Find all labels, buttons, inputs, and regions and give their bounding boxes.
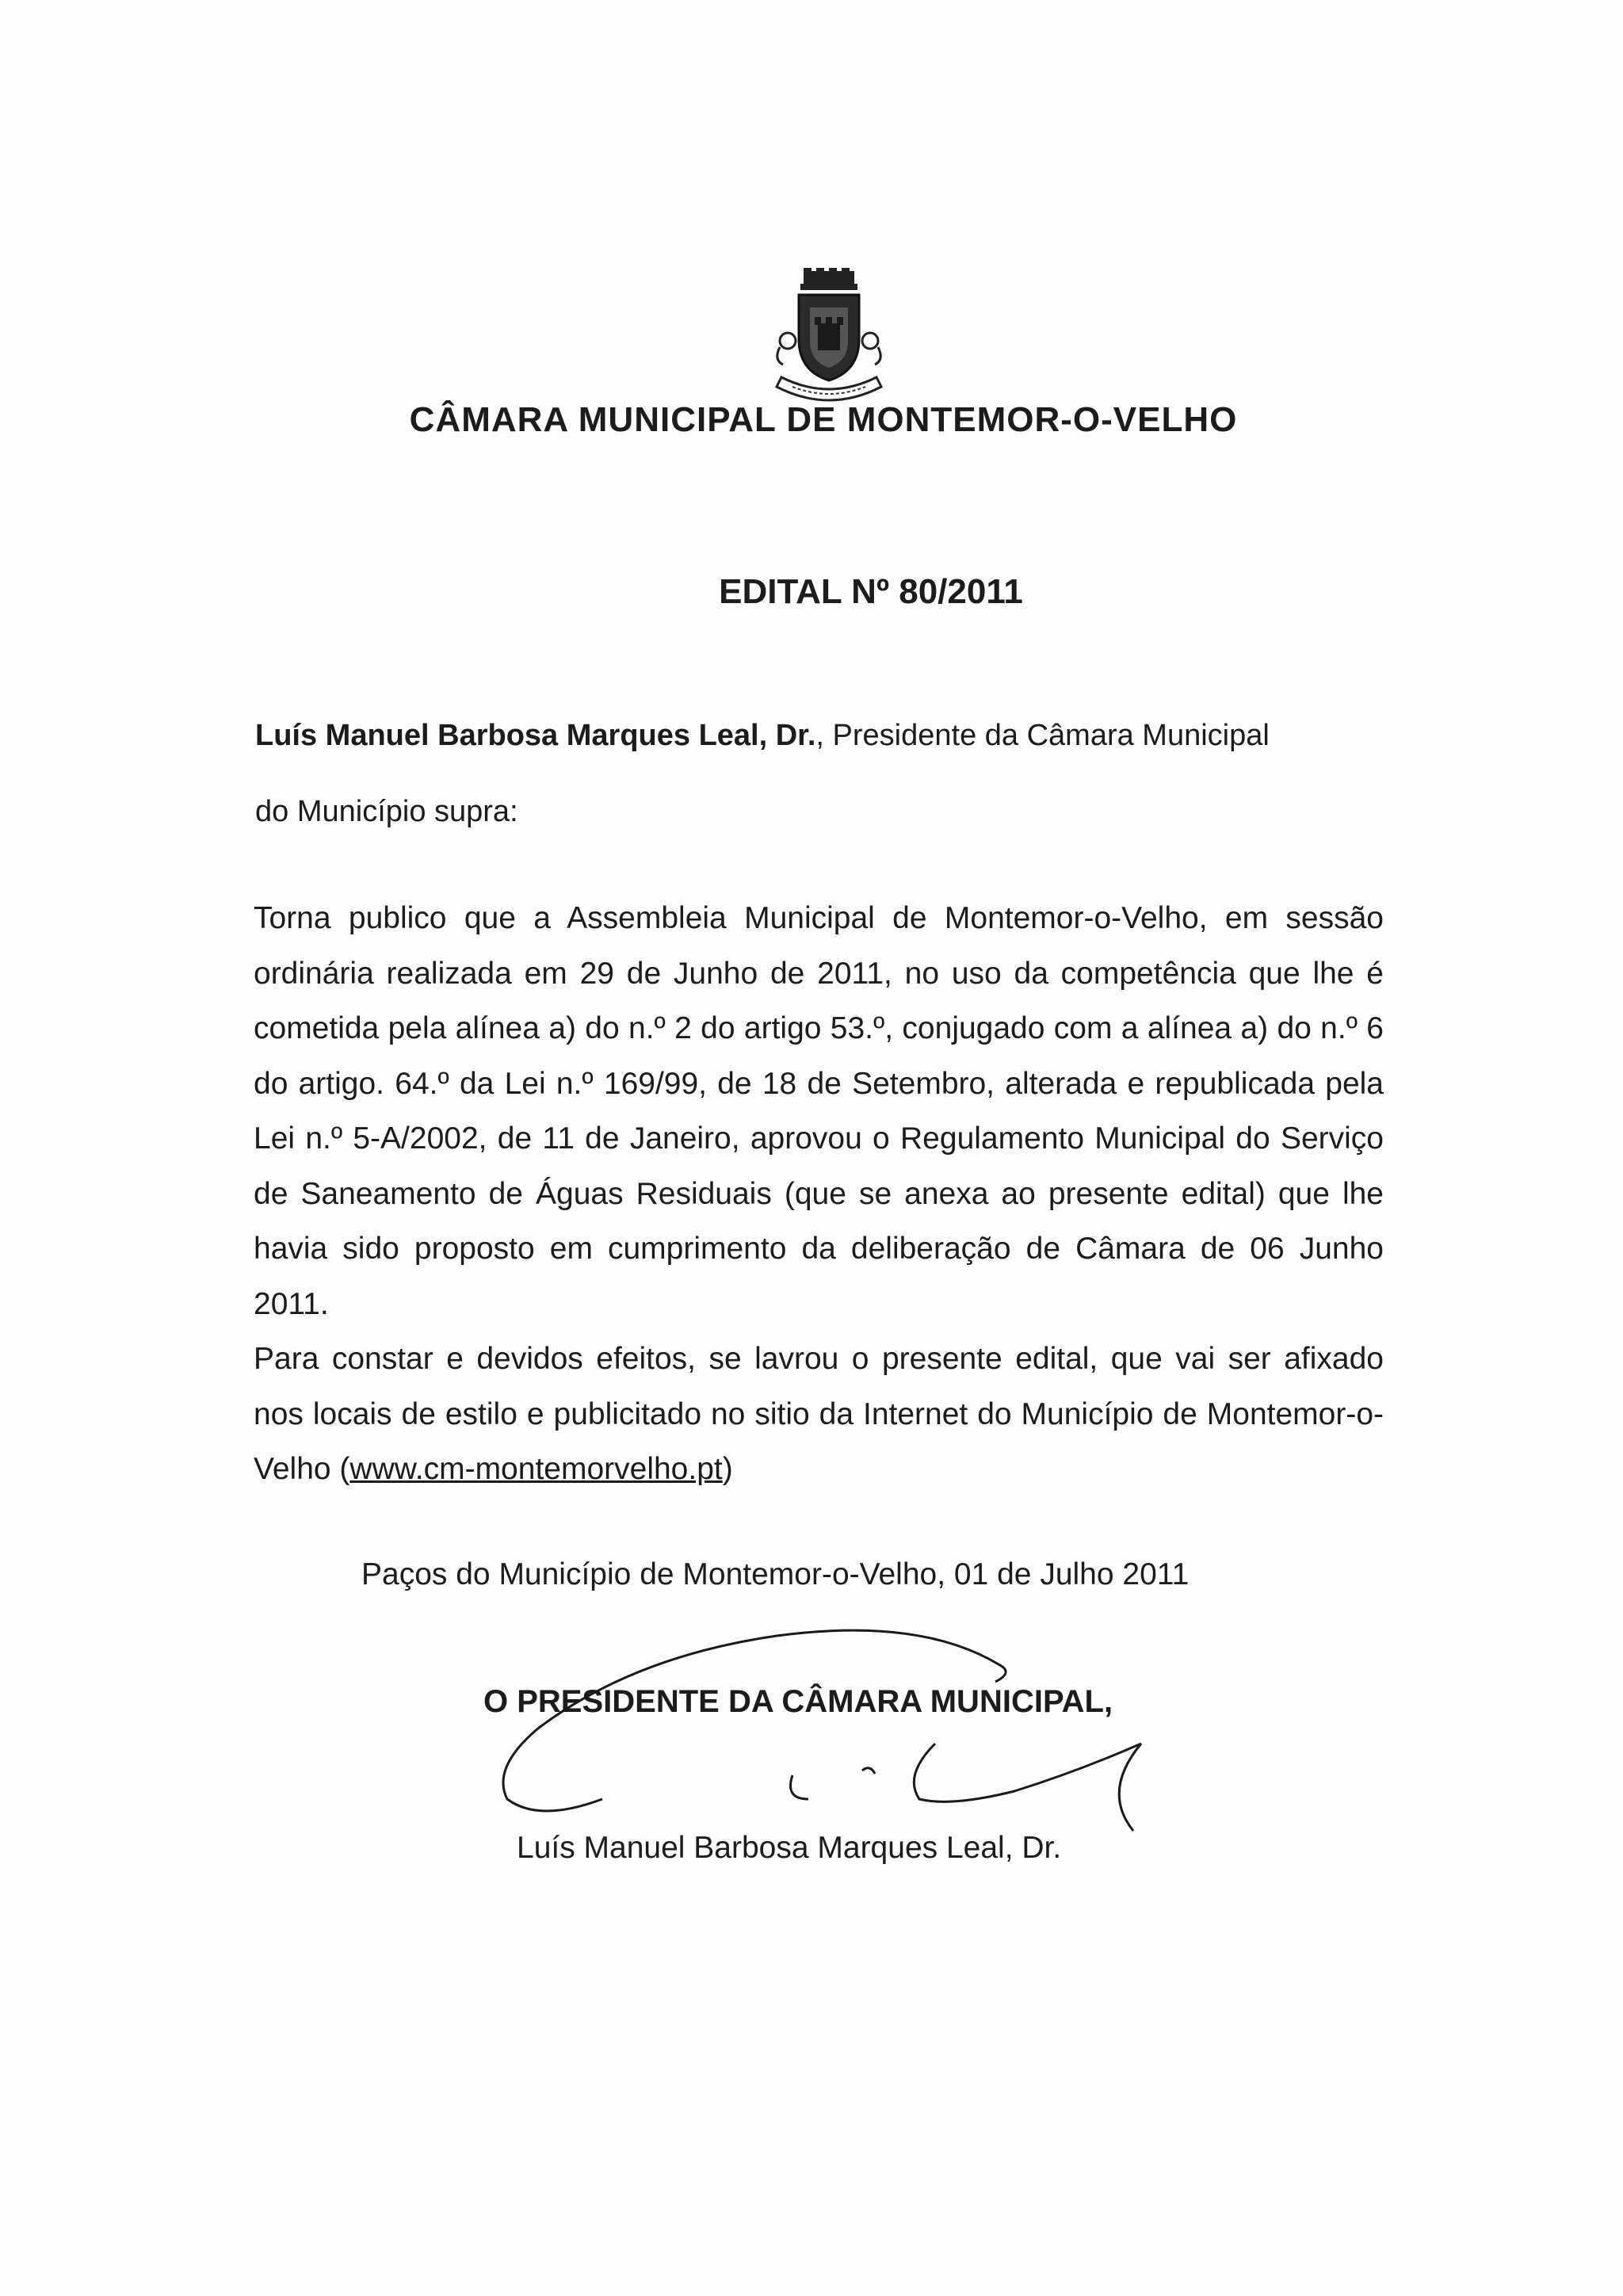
president-name: Luís Manuel Barbosa Marques Leal, Dr. [517,1831,1062,1865]
body-paragraph-2 [254,1331,1384,1497]
edital-title: EDITAL Nº 80/2011 [719,572,1023,611]
signature-icon [475,1601,1189,1855]
organization-title: CÂMARA MUNICIPAL DE MONTEMOR-O-VELHO [409,400,1238,439]
intro-block [255,697,1396,850]
body-paragraph-1: Torna publico que a Assembleia Municipal de Montemor-o-Velho, em sessão ordinária realizada em 29 de Junho de 2011, no uso da competência que lhe é cometida pela alínea a) do n.º 2 do artigo 53.º, conjugado com a alínea a) do n.º 6 do artigo. 64.º da Lei n.º 169/99, de 18 de Setembro, alterada e republicada pela Lei n.º 5-A/2002, de 11 de Janeiro, aprovou o Regulamento Municipal do Serviço de Saneamento de Águas Residuais (que se anexa ao presente edital) que lhe havia sido proposto em cumprimento da deliberação de Câmara de 06 Junho 2011. [254,901,1384,1321]
president-title: O PRESIDENTE DA CÂMARA MUNICIPAL, [483,1684,1113,1719]
president-name-bold: Luís Manuel Barbosa Marques Leal, Dr. [255,719,816,752]
paragraph-2-text: Para constar e devidos efeitos, se lavrou o presente edital, que vai ser afixado nos locais de estilo e publicitado no sitio da Internet do Município de Montemor-o-Velho ( [254,1342,1384,1486]
website-link[interactable]: www.cm-montemorvelho.pt [349,1452,723,1486]
body-text [254,891,1384,1497]
paragraph-2-suffix: ) [722,1452,733,1486]
intro-line-2: do Município supra: [255,795,518,828]
place-date: Paços do Município de Montemor-o-Velho, 01 de Julho 2011 [361,1557,1190,1591]
president-role: , Presidente da Câmara Municipal [815,719,1270,752]
coat-of-arms-icon [766,268,892,403]
